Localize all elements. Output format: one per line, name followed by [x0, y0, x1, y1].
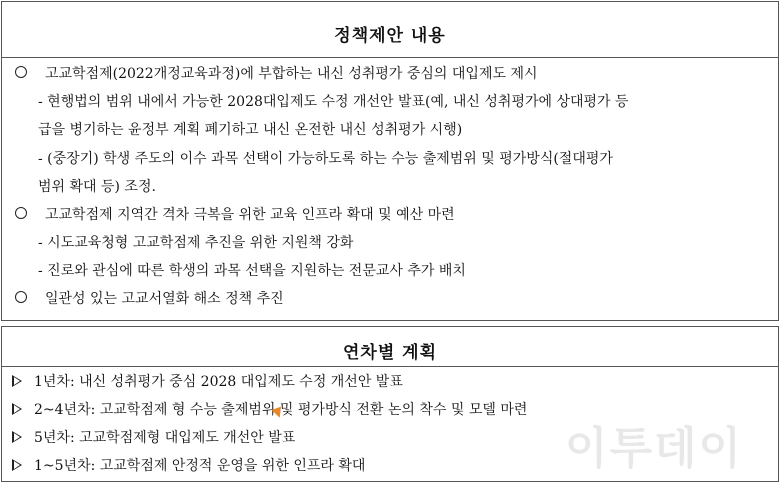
heading-divider	[2, 57, 778, 58]
policy-subitem: - 시도교육청형 고교학점제 추진을 위한 지원책 강화	[38, 235, 354, 251]
circle-bullet-icon	[15, 66, 27, 78]
watermark: 이투데이	[565, 423, 744, 474]
policy-subitem-continued: 범위 확대 등) 조정.	[38, 179, 156, 195]
plan-item-2: 2~4년차: 고교학점제 형 수능 출제범위 및 평가방식 전환 논의 착수 및 모델 마련	[12, 400, 527, 420]
policy-subitem: - (중장기) 학생 주도의 이수 과목 선택이 가능하도록 하는 수능 출제범위 및 평가방식(절대평가	[38, 151, 613, 167]
plan-item-1: 1년차: 내신 성취평가 중심 2028 대입제도 수정 개선안 발표	[12, 372, 403, 392]
triangle-bullet-icon	[12, 403, 22, 415]
policy-item-1: 고교학점제(2022개정교육과정)에 부합하는 내신 성취평가 중심의 대입제도 제시	[15, 64, 538, 84]
triangle-bullet-icon	[12, 459, 22, 471]
circle-bullet-icon	[15, 207, 27, 219]
circle-bullet-icon	[15, 291, 27, 303]
policy-item-3: 일관성 있는 고교서열화 해소 정책 추진	[15, 289, 284, 309]
policy-subitem: - 진로와 관심에 따른 학생의 과목 선택을 지원하는 전문교사 추가 배치	[38, 263, 466, 279]
triangle-bullet-icon	[12, 431, 22, 443]
yearly-plan-box	[1, 326, 779, 482]
policy-section-heading: 정책제안 내용	[334, 26, 446, 46]
heading-divider	[2, 366, 778, 367]
plan-item-3: 5년차: 고교학점제형 대입제도 개선안 발표	[12, 428, 295, 448]
policy-item-2: 고교학점제 지역간 격차 극복을 위한 교육 인프라 확대 및 예산 마련	[15, 205, 455, 225]
plan-section-heading: 연차별 계획	[342, 343, 438, 363]
policy-subitem: - 현행법의 범위 내에서 가능한 2028대입제도 수정 개선안 발표(예, 내신 성취평가에 상대평가 등	[38, 94, 629, 110]
triangle-bullet-icon	[12, 375, 22, 387]
policy-subitem-continued: 급을 병기하는 윤정부 계획 폐기하고 내신 온전한 내신 성취평가 시행)	[38, 122, 463, 138]
policy-proposal-box	[1, 1, 779, 321]
plan-item-4: 1~5년차: 고교학점제 안정적 운영을 위한 인프라 확대	[12, 456, 365, 476]
